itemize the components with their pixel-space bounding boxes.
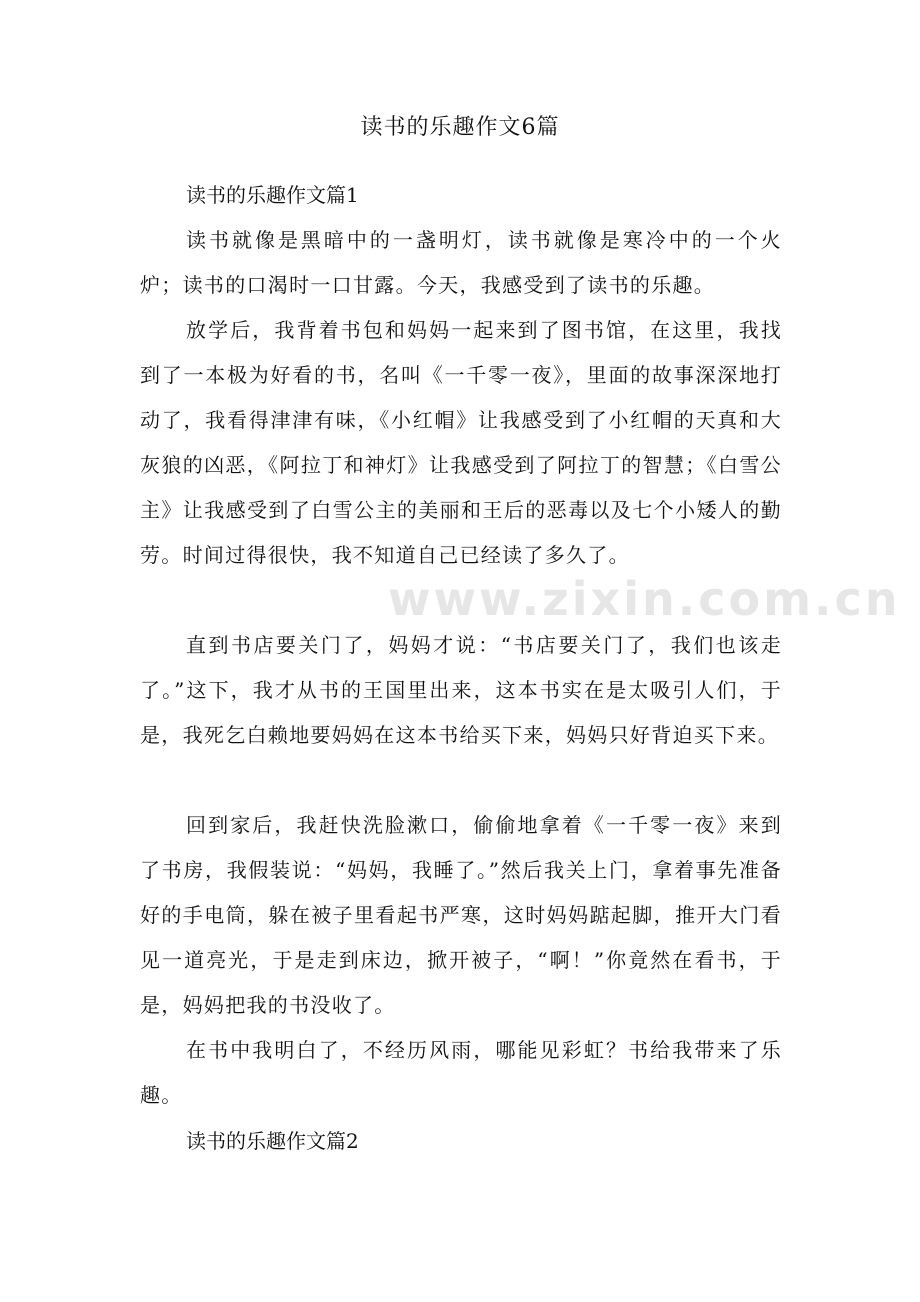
paragraph-1-1: 读书就像是黑暗中的一盏明灯，读书就像是寒冷中的一个火炉；读书的口渴时一口甘露。今天，我感受到了读书的乐趣。 (140, 228, 782, 297)
section-heading-1: 读书的乐趣作文篇1 (186, 183, 359, 207)
document-title: 读书的乐趣作文6篇 (360, 115, 560, 140)
watermark: www.zixin.com.cn (388, 572, 901, 626)
section-heading-2: 读书的乐趣作文篇2 (186, 1129, 359, 1153)
paragraph-1-3: 直到书店要关门了，妈妈才说：“书店要关门了，我们也该走了。”这下，我才从书的王国里出来，这本书实在是太吸引人们，于是，我死乞白赖地要妈妈在这本书给买下来，妈妈只好背迫买下来。 (140, 633, 782, 747)
paragraph-1-5: 在书中我明白了，不经历风雨，哪能见彩虹？书给我带来了乐趣。 (140, 1038, 782, 1107)
paragraph-1-4: 回到家后，我赶快洗脸漱口，偷偷地拿着《一千零一夜》来到了书房，我假装说：“妈妈，我睡了。”然后我关上门，拿着事先准备好的手电筒，躲在被子里看起书严寒，这时妈妈踮起脚，推开大门看见一道亮光，于是走到床边，掀开被子，“啊！”你竟然在看书，于是，妈妈把我的书没收了。 (140, 813, 782, 1017)
paragraph-1-2: 放学后，我背着书包和妈妈一起来到了图书馆，在这里，我找到了一本极为好看的书，名叫《一千零一夜》，里面的故事深深地打动了，我看得津津有味，《小红帽》让我感受到了小红帽的天真和大灰狼的凶恶，《阿拉丁和神灯》让我感受到了阿拉丁的智慧；《白雪公主》让我感受到了白雪公主的美丽和王后的恶毒以及七个小矮人的勤劳。时间过得很快，我不知道自己已经读了多久了。 (140, 318, 782, 567)
